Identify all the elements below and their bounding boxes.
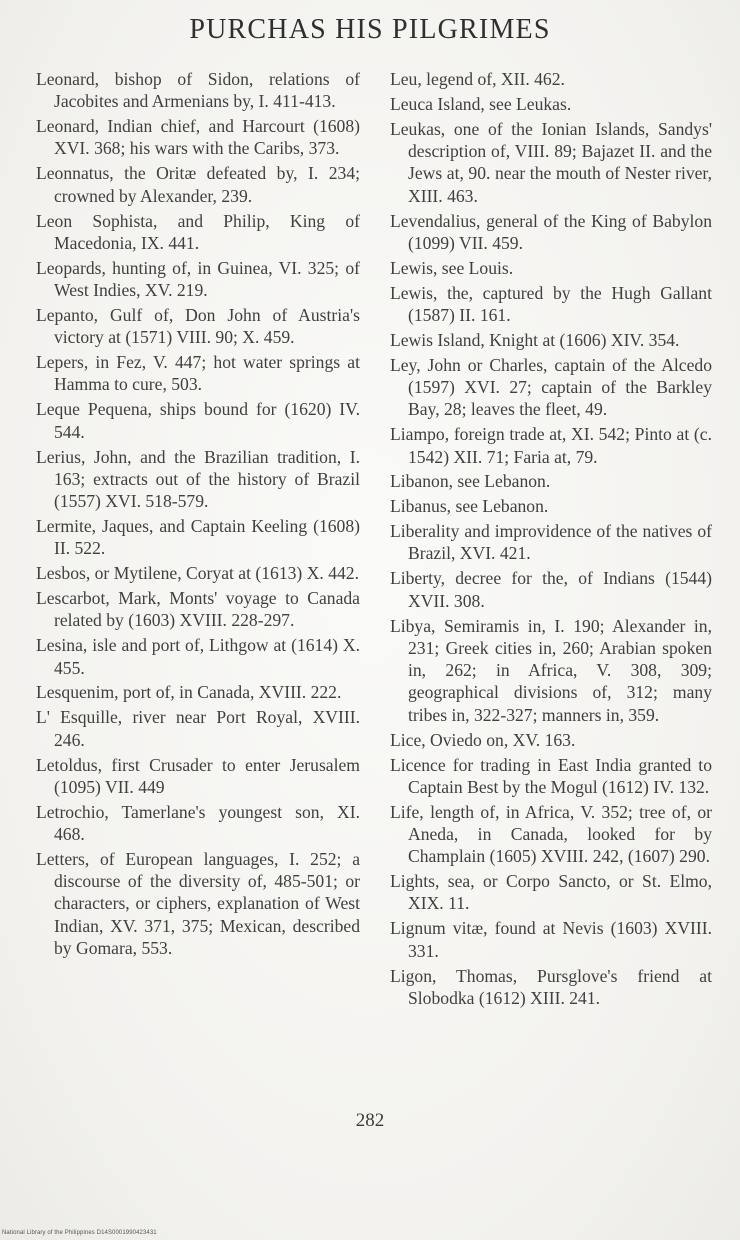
index-entry: Lewis, the, captured by the Hugh Gallant (1587) II. 161.: [390, 282, 712, 325]
index-entry: Lewis, see Louis.: [390, 257, 514, 278]
index-entry: Lice, Oviedo on, XV. 163.: [390, 729, 576, 750]
index-entry: Letoldus, first Crusader to enter Jerusalem (1095) VII. 449: [36, 754, 360, 797]
library-footer: National Library of the Philippines D14S0001990423431: [2, 1230, 157, 1236]
index-entry: Letrochio, Tamerlane's youngest son, XI. 468.: [36, 801, 360, 844]
index-entry: Life, length of, in Africa, V. 352; tree of, or Aneda, in Canada, looked for by Champlain (1605) XVIII. 242, (1607) 290.: [390, 801, 712, 867]
index-entry: Liberality and improvidence of the natives of Brazil, XVI. 421.: [390, 521, 712, 564]
index-entry: Licence for trading in East India granted to Captain Best by the Mogul (1612) IV. 132.: [390, 754, 712, 797]
index-entry: Leon Sophista, and Philip, King of Macedonia, IX. 441.: [36, 210, 360, 253]
index-entry: Leukas, one of the Ionian Islands, Sandys' description of, VIII. 89; Bajazet II. and the Jews at, 90. near the mouth of Nester river, XIII. 463.: [390, 118, 712, 206]
index-entry: Leonard, bishop of Sidon, relations of Jacobites and Armenians by, I. 411-413.: [36, 69, 360, 112]
index-entry: Liampo, foreign trade at, XI. 542; Pinto at (c. 1542) XII. 71; Faria at, 79.: [390, 424, 712, 467]
index-entry: Lerius, John, and the Brazilian tradition, I. 163; extracts out of the history of Brazil (1557) XVI. 518-579.: [36, 446, 360, 512]
index-entry: Letters, of European languages, I. 252; a discourse of the diversity of, 485-501; or characters, or ciphers, explanation of West Indian, XV. 371, 375; Mexican, described by Gomara, 553.: [36, 848, 360, 959]
index-entry: Lepanto, Gulf of, Don John of Austria's victory at (1571) VIII. 90; X. 459.: [36, 304, 360, 348]
index-entry: Ligon, Thomas, Pursglove's friend at Slobodka (1612) XIII. 241.: [390, 965, 712, 1008]
index-entry: Lermite, Jaques, and Captain Keeling (1608) II. 522.: [36, 515, 360, 559]
index-entry: Lescarbot, Mark, Monts' voyage to Canada related by (1603) XVIII. 228-297.: [36, 588, 360, 631]
index-entry: Libya, Semiramis in, I. 190; Alexander in, 231; Greek cities in, 260; Arabian spoken in, 262; in Africa, V. 308, 309; geographical divisions of, 312; many tribes in, 322-327; manners in, 359.: [390, 615, 712, 725]
index-entry: Libanon, see Lebanon.: [390, 471, 551, 492]
index-entry: Leonard, Indian chief, and Harcourt (1608) XVI. 368; his wars with the Caribs, 373.: [36, 116, 360, 159]
index-entry: Leuca Island, see Leukas.: [390, 93, 572, 114]
page-number: 282: [355, 1110, 385, 1131]
index-entry: Leonnatus, the Oritæ defeated by, I. 234; crowned by Alexander, 239.: [36, 163, 360, 206]
index-entry: Leopards, hunting of, in Guinea, VI. 325; of West Indies, XV. 219.: [36, 257, 360, 301]
index-entry: Lesina, isle and port of, Lithgow at (1614) X. 455.: [36, 635, 360, 678]
index-entry: Libanus, see Lebanon.: [390, 496, 549, 517]
index-entry: Ley, John or Charles, captain of the Alcedo (1597) XVI. 27; captain of the Barkley Bay, 28; leaves the fleet, 49.: [390, 354, 712, 420]
index-entry: Lights, sea, or Corpo Sancto, or St. Elmo, XIX. 11.: [390, 871, 712, 914]
index-entry: Lignum vitæ, found at Nevis (1603) XVIII. 331.: [390, 918, 712, 961]
index-entry: Lesquenim, port of, in Canada, XVIII. 222.: [36, 682, 342, 703]
index-entry: Levendalius, general of the King of Babylon (1099) VII. 459.: [390, 210, 712, 253]
index-entry: Lewis Island, Knight at (1606) XIV. 354.: [390, 329, 680, 350]
index-entry: L' Esquille, river near Port Royal, XVIII. 246.: [36, 707, 360, 750]
index-entry: Lesbos, or Mytilene, Coryat at (1613) X. 442.: [36, 563, 359, 584]
left-column: [36, 68, 360, 962]
index-entry: Leu, legend of, XII. 462.: [390, 69, 565, 89]
index-entry: Lepers, in Fez, V. 447; hot water springs at Hamma to cure, 503.: [36, 352, 360, 395]
index-entry: Liberty, decree for the, of Indians (1544) XVII. 308.: [390, 568, 712, 611]
right-column: [390, 68, 712, 1012]
page-title: PURCHAS HIS PILGRIMES: [189, 14, 551, 45]
index-entry: Leque Pequena, ships bound for (1620) IV. 544.: [36, 399, 360, 442]
